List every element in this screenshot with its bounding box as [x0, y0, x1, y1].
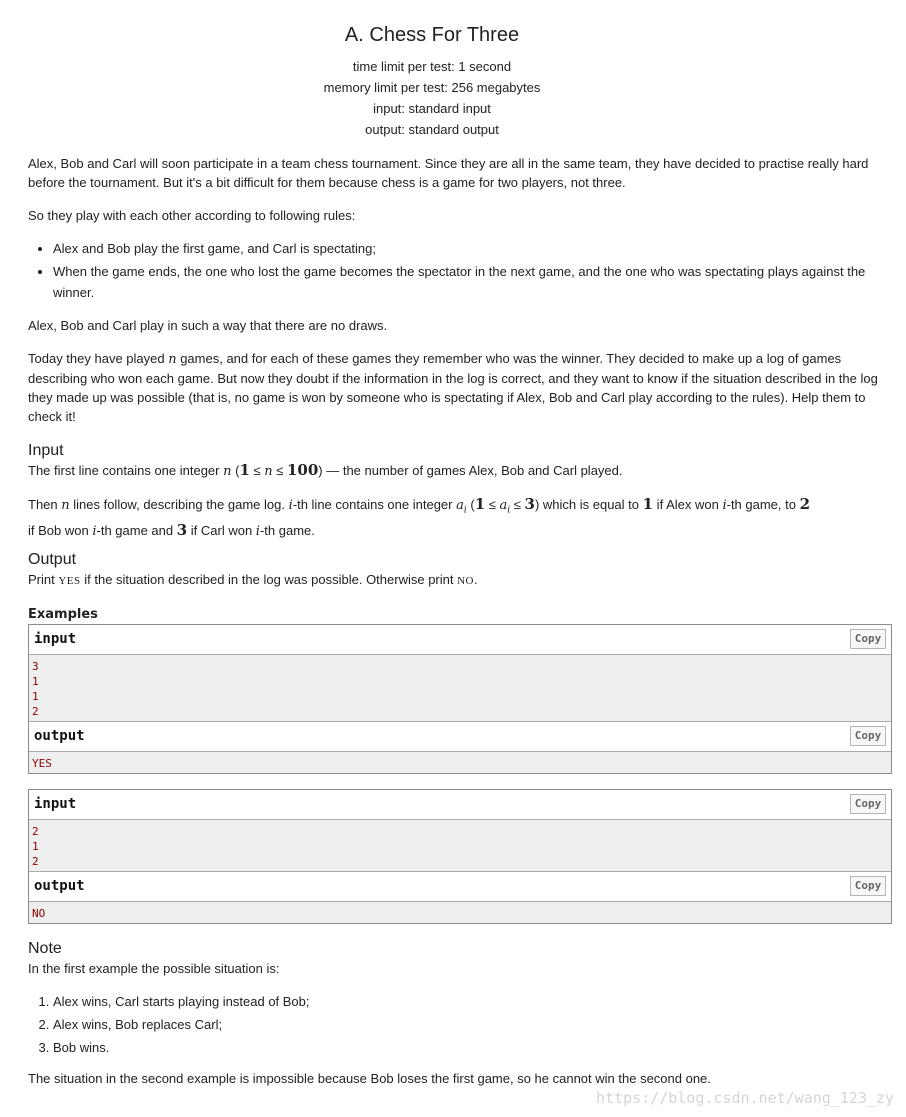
output-label: output — [34, 878, 85, 894]
input-line: 1 — [32, 690, 39, 703]
input-line: 2 — [32, 855, 39, 868]
output-line: Print YES if the situation described in the log was possible. Otherwise print NO. — [28, 572, 478, 587]
note-paragraph-2: The situation in the second example is impossible because Bob loses the first game, so he cannot win the second one. — [28, 1071, 711, 1086]
problem-title: A. Chess For Three — [344, 24, 520, 46]
output-source: output: standard output — [365, 122, 499, 137]
examples-heading: Examples — [28, 607, 98, 622]
output-line: NO — [32, 907, 46, 920]
input-line: 1 — [32, 675, 39, 688]
rule-item: • Alex and Bob play the first game, and Carl is spectating; — [53, 238, 903, 259]
example-input-body — [29, 820, 891, 871]
time-limit: time limit per test: 1 second — [352, 59, 512, 74]
input-line: 3 — [32, 660, 39, 673]
note-item: 1. Alex wins, Carl starts playing instead of Bob; — [53, 991, 903, 1012]
output-line: YES — [32, 757, 52, 770]
example-2 — [28, 789, 892, 924]
example-input-body — [29, 655, 891, 721]
example-output-body — [29, 902, 891, 923]
output-heading: Output — [28, 551, 77, 568]
statement-paragraph-3: Alex, Bob and Carl play in such a way that there are no draws. — [28, 318, 388, 333]
copy-output-button[interactable]: Copy — [850, 726, 886, 746]
note-paragraph-1: In the first example the possible situation is: — [28, 961, 280, 976]
copy-output-button[interactable]: Copy — [850, 876, 886, 896]
example-1 — [28, 624, 892, 774]
output-label: output — [34, 728, 85, 744]
input-line: 1 — [32, 840, 39, 853]
statement-paragraph-1: Alex, Bob and Carl will soon participate in a team chess tournament. Since they are all in the same team, they have decided to practise really hard before the tournament. But it's a bit difficult for them because chess is a game for two players, not three. — [28, 156, 869, 190]
input-line: 2 — [32, 705, 39, 718]
watermark: https://blog.csdn.net/wang_123_zy — [595, 1089, 894, 1107]
input-heading: Input — [28, 442, 64, 459]
example-input-header — [29, 790, 891, 820]
note-heading: Note — [28, 940, 62, 957]
note-item: 2. Alex wins, Bob replaces Carl; — [53, 1014, 903, 1035]
input-label: input — [34, 631, 77, 647]
copy-input-button[interactable]: Copy — [850, 629, 886, 649]
input-source: input: standard input — [373, 101, 491, 116]
note-list — [28, 991, 903, 1060]
rule-item: • When the game ends, the one who lost the game becomes the spectator in the next game, and the one who was spectating plays against the winner. — [53, 261, 903, 303]
example-input-header — [29, 625, 891, 655]
input-line-1: The first line contains one integer n (1 ≤ n ≤ 100) — the number of games Alex, Bob and Carl played. — [28, 461, 623, 479]
note-item: 3. Bob wins. — [53, 1037, 903, 1058]
example-output-header — [29, 871, 891, 902]
statement-paragraph-4: Today they have played n games, and for each of these games they remember who was the winner. They decided to make up a log of games describing who won each game. But now they doubt if the information in the log is correct, and they want to know if the situation described in the log they made up was possible (that is, no game is won by someone who is spectating if Alex, Bob and Carl play according to the rules). Help them to check it! — [28, 351, 878, 424]
rules-list — [28, 238, 903, 305]
copy-input-button[interactable]: Copy — [850, 794, 886, 814]
example-output-header — [29, 721, 891, 752]
input-label: input — [34, 796, 77, 812]
example-output-body — [29, 752, 891, 773]
memory-limit: memory limit per test: 256 megabytes — [323, 80, 541, 95]
input-line: 2 — [32, 825, 39, 838]
input-line-2: Then n lines follow, describing the game log. i-th line contains one integer $a_i$ $(1 \le a_i \le 3)$ which is equal to 1 if Alex won i-th game, to 2 if Bob won i-th game and 3 if Carl won i-th game. — [28, 495, 811, 539]
statement-paragraph-2: So they play with each other according to following rules: — [28, 208, 356, 223]
